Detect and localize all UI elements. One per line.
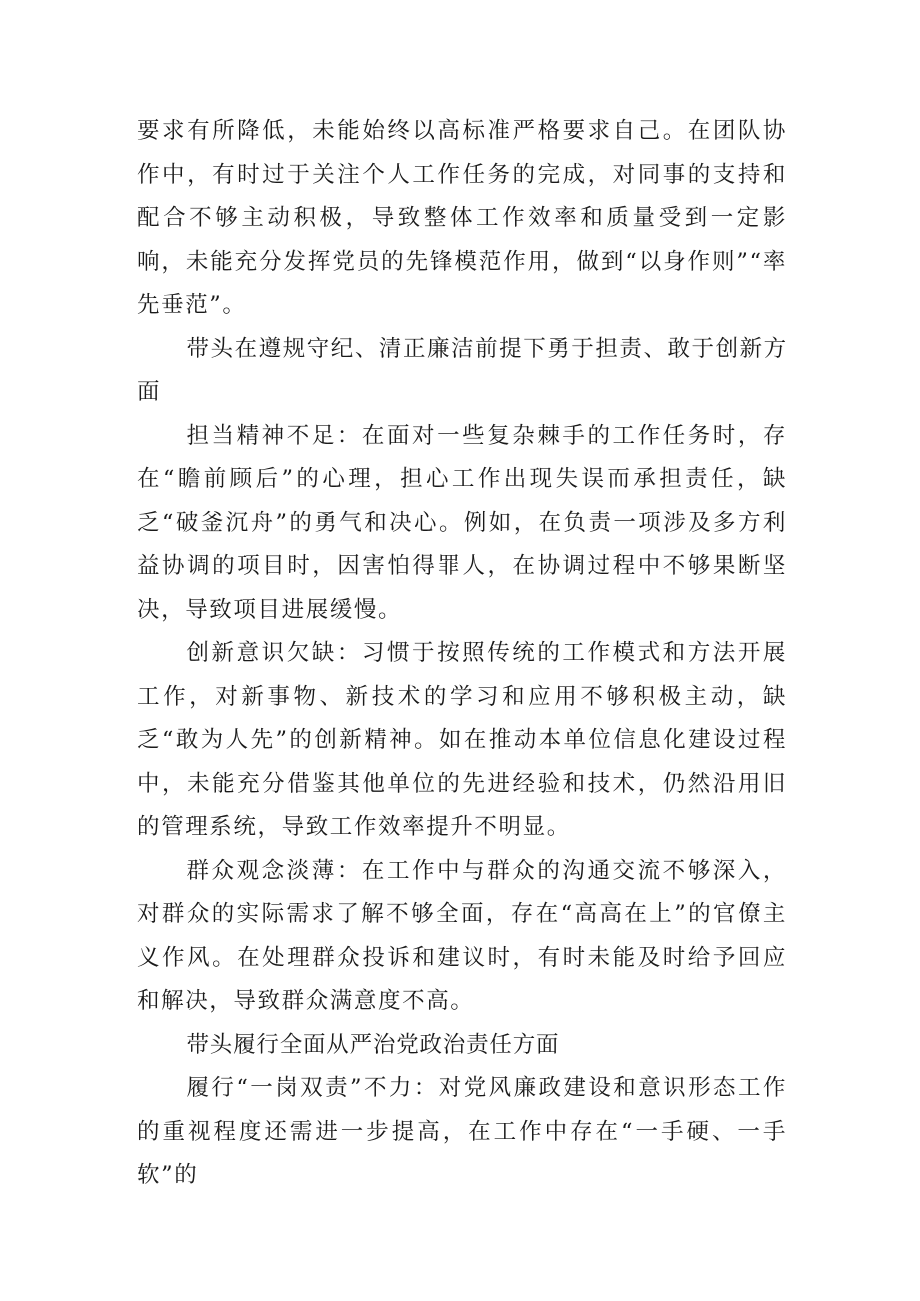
- section-heading-discipline-innovation: 带头在遵规守纪、清正廉洁前提下勇于担责、敢于创新方面: [137, 335, 787, 405]
- section-heading-party-governance: 带头履行全面从严治党政治责任方面: [186, 1031, 560, 1058]
- paragraph-responsibility: 担当精神不足：在面对一些复杂棘手的工作任务时，存在“瞻前顾后”的心理，担心工作出现失误而承担责任，缺乏“破釜沉舟”的勇气和决心。例如，在负责一项涉及多方利益协调的项目时，因害怕得罪人，在协调过程中不够果断坚决，导致项目进展缓慢。: [137, 422, 787, 623]
- paragraph-continuation: 要求有所降低，未能始终以高标准严格要求自己。在团队协作中，有时过于关注个人工作任务的完成，对同事的支持和配合不够主动积极，导致整体工作效率和质量受到一定影响，未能充分发挥党员的先锋模范作用，做到“以身作则”“率先垂范”。: [137, 118, 787, 318]
- paragraph-dual-responsibility: 履行“一岗双责”不力：对党风廉政建设和意识形态工作的重视程度还需进一步提高，在工作中存在“一手硬、一手软”的: [137, 1075, 787, 1188]
- document-body: [137, 110, 787, 1198]
- paragraph-innovation: 创新意识欠缺：习惯于按照传统的工作模式和方法开展工作，对新事物、新技术的学习和应用不够积极主动，缺乏“敢为人先”的创新精神。如在推动本单位信息化建设过程中，未能充分借鉴其他单位的先进经验和技术，仍然沿用旧的管理系统，导致工作效率提升不明显。: [137, 640, 787, 840]
- paragraph-mass-line: 群众观念淡薄：在工作中与群众的沟通交流不够深入，对群众的实际需求了解不够全面，存在“高高在上”的官僚主义作风。在处理群众投诉和建议时，有时未能及时给予回应和解决，导致群众满意度不高。: [137, 857, 787, 1014]
